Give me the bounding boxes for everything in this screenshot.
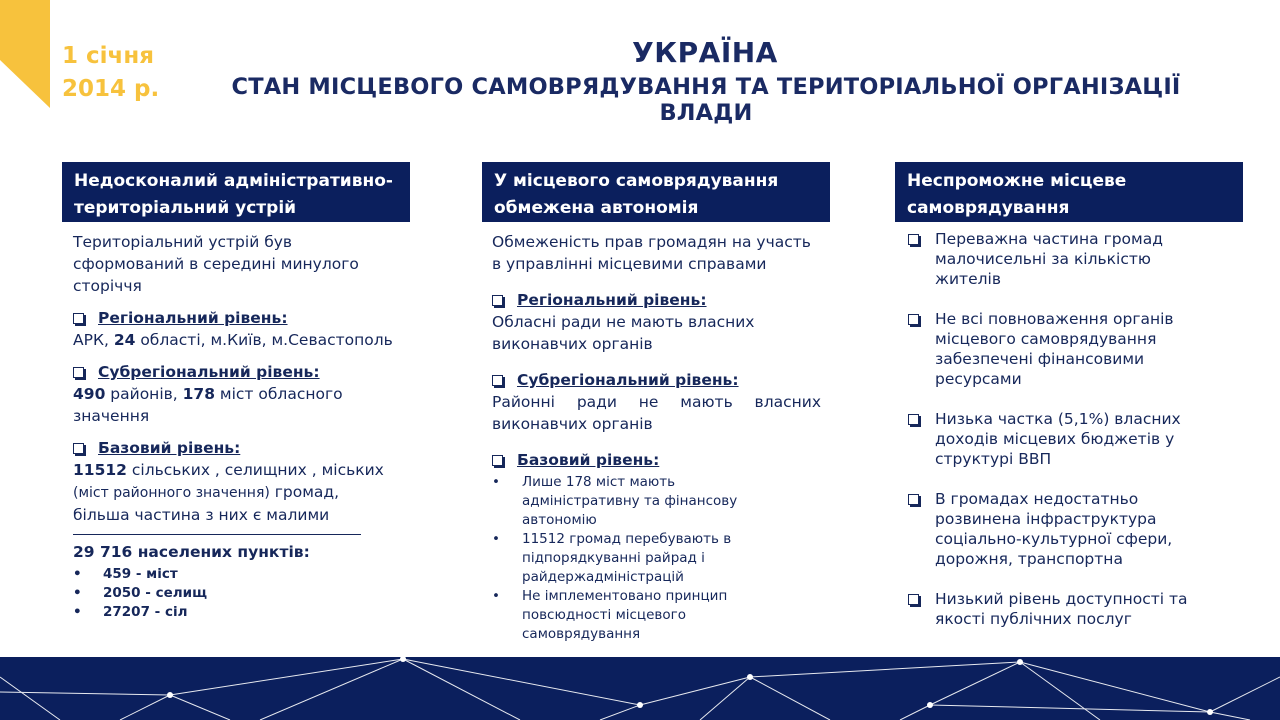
col1-subregional-post: міст обласного значення [73,385,343,425]
col1-basic-label: Базовий рівень: [98,439,241,457]
col1-regional-label: Регіональний рівень: [98,309,288,327]
col1-subregional-text [73,383,393,427]
col1-regional-num: 24 [113,331,136,349]
network-pattern [0,657,1280,720]
col2-header-line1: У місцевого самоврядування [494,171,779,191]
col2-body [492,231,821,644]
checkbox-icon [73,443,84,454]
col3-body [908,229,1208,649]
col3-item-text: Переважна частина громад малочисельні за кількістю жителів [935,230,1163,288]
footer-banner [0,657,1280,720]
checkbox-icon [908,494,919,505]
col1-basic-small: (міст районного значення) [73,485,270,501]
col2-subregional-heading [492,369,821,391]
list-item: • Лише 178 міст мають адміністративну та фінансову автономію [492,473,792,530]
col1-subregional-mid: районів, [105,385,183,403]
list-item [908,229,1208,289]
checkbox-icon [492,295,503,306]
col1-basic-text1: сільських , селищних , міських [126,461,384,479]
col1-regional-pre: АРК, [73,331,114,349]
col3-item-text: В громадах недостатньо розвинена інфраструктура соціально-культурної сфери, дорожня, транспортна [935,490,1173,568]
col1-basic-heading [73,437,393,459]
col3-header-line1: Неспроможне місцеве [907,171,1127,191]
col2-basic-label: Базовий рівень: [517,451,660,469]
col1-basic-line3: більша частина з них є малими [73,506,330,524]
date-block [62,40,172,106]
col2-subregional-text: Районні ради не мають власних виконавчих органів [492,393,821,433]
col3-header-line2: самоврядування [907,198,1070,218]
col1-body [73,231,393,622]
col1-settlements-list [73,565,393,622]
col2-basic-list [492,473,792,644]
col2-header-line2: обмежена автономія [494,198,699,218]
checkbox-icon [73,367,84,378]
col2-intro: Обмеженість прав громадян на участь в управлінні місцевими справами [492,233,811,273]
corner-decoration [0,0,60,110]
list-item [908,589,1208,629]
date-line-1: 1 січня [62,43,154,69]
list-item [908,489,1208,569]
page-title: УКРАЇНА [632,36,778,69]
checkbox-icon [492,375,503,386]
col1-regional-post: області, м.Київ, м.Севастополь [135,331,393,349]
col3-item-text: Не всі повноваження органів місцевого самоврядування забезпечені фінансовими ресурсами [935,310,1174,388]
col1-header-line2: територіальний устрій [74,198,297,218]
col1-subregional-label: Субрегіональний рівень: [98,363,320,381]
col1-header-line1: Недосконалий адміністративно- [74,171,393,191]
col3-item-text: Низька частка (5,1%) власних доходів місцевих бюджетів у структурі ВВП [935,410,1181,468]
checkbox-icon [908,314,919,325]
checkbox-icon [908,234,919,245]
list-item [908,409,1208,469]
list-item: • 2050 - селищ [73,584,393,603]
col1-settlements-total: 29 716 населених пунктів: [73,543,310,561]
col3-header [895,162,1243,222]
col2-subregional-label: Субрегіональний рівень: [517,371,739,389]
page-subtitle: СТАН МІСЦЕВОГО САМОВРЯДУВАННЯ ТА ТЕРИТОРІАЛЬНОЇ ОРГАНІЗАЦІЇ ВЛАДИ [231,74,1181,126]
col2-regional-text: Обласні ради не мають власних виконавчих органів [492,313,755,353]
col1-regional-text [73,329,393,351]
col2-regional-label: Регіональний рівень: [517,291,707,309]
checkbox-icon [908,414,919,425]
list-item: • 27207 - сіл [73,603,393,622]
col1-header [62,162,410,222]
col1-subregional-num2: 178 [182,385,215,403]
col1-regional-heading [73,307,393,329]
col1-subregional-num1: 490 [73,385,106,403]
list-item [908,309,1208,389]
list-item: • 11512 громад перебувають в підпорядкуванні райрад і райдержадміністрацій [492,530,792,587]
col1-intro: Територіальний устрій був сформований в середині минулого сторіччя [73,233,359,295]
checkbox-icon [908,594,919,605]
col2-basic-heading [492,449,821,471]
col2-regional-heading [492,289,821,311]
checkbox-icon [492,455,503,466]
list-item: • Не імплементовано принцип повсюдності місцевого самоврядування [492,587,792,644]
col3-item-text: Низький рівень доступності та якості публічних послуг [935,590,1188,628]
list-item: • 459 - міст [73,565,393,584]
col1-basic-num: 11512 [73,461,127,479]
date-line-2: 2014 р. [62,76,160,102]
divider [73,534,361,535]
col1-subregional-heading [73,361,393,383]
col1-basic-text2: громад, [269,483,340,501]
checkbox-icon [73,313,84,324]
col1-basic-text [73,459,393,526]
col2-header [482,162,830,222]
